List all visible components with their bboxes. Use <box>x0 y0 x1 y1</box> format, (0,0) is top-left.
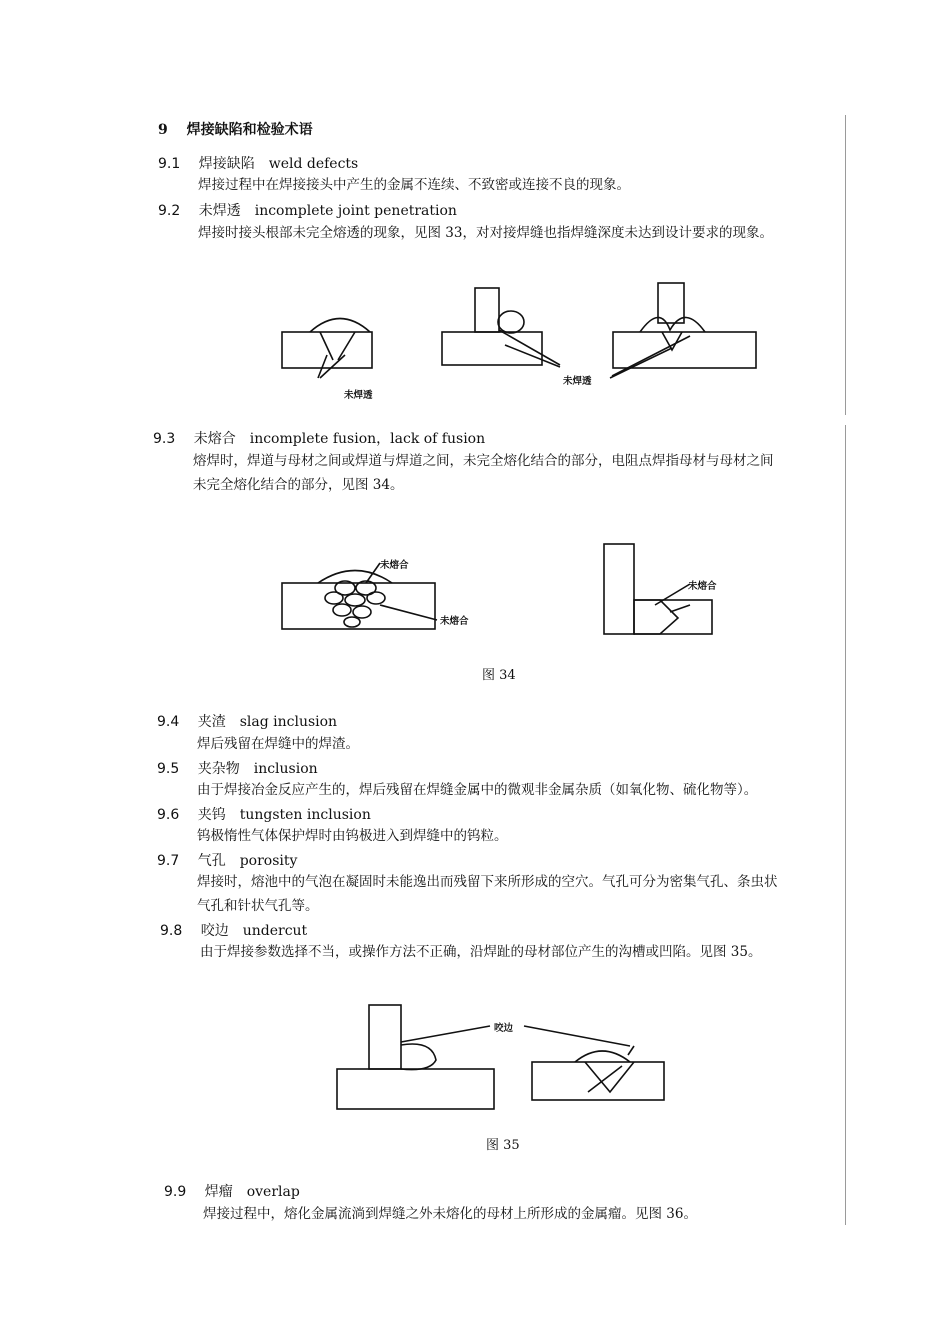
definition-9-8: 由于焊接参数选择不当，或操作方法不正确，沿焊趾的母材部位产生的沟槽或凹陷。见图 35。 <box>200 944 762 960</box>
term-9-6: 9.6 夹钨 tungsten inclusion <box>157 807 371 823</box>
figure-35-caption: 图 35 <box>486 1138 520 1153</box>
fig33-label-left: 未焊透 <box>344 390 373 401</box>
definition-9-7-line2: 气孔和针状气孔等。 <box>197 898 319 914</box>
definition-9-9: 焊接过程中，熔化金属流淌到焊缝之外未熔化的母材上所形成的金属瘤。见图 36。 <box>203 1206 697 1222</box>
definition-9-7-line1: 焊接时，熔池中的气泡在凝固时未能逸出而残留下来所形成的空穴。气孔可分为密集气孔、条虫状 <box>197 874 778 890</box>
fig34-label-right: 未熔合 <box>440 616 469 627</box>
fig33-label-right: 未焊透 <box>563 376 592 387</box>
definition-9-3-line2: 未完全熔化结合的部分，见图 34。 <box>193 477 404 493</box>
term-9-2: 9.2 未焊透 incomplete joint penetration <box>158 203 457 219</box>
section-number: 9 <box>158 122 168 138</box>
fig34-label-tjoint: 未熔合 <box>688 581 717 592</box>
fig35-label: 咬边 <box>494 1023 514 1034</box>
term-9-5: 9.5 夹杂物 inclusion <box>157 761 318 777</box>
definition-9-3-line1: 熔焊时，焊道与母材之间或焊道与焊道之间，未完全熔化结合的部分，电阻点焊指母材与母材之间 <box>193 453 774 469</box>
section-title: 焊接缺陷和检验术语 <box>186 122 313 138</box>
term-9-9: 9.9 焊瘤 overlap <box>164 1184 300 1200</box>
definition-9-6: 钨极惰性气体保护焊时由钨极进入到焊缝中的钨粒。 <box>197 828 508 844</box>
fig34-label-top: 未熔合 <box>380 560 409 571</box>
term-9-4: 9.4 夹渣 slag inclusion <box>157 714 338 730</box>
definition-9-5: 由于焊接冶金反应产生的，焊后残留在焊缝金属中的微观非金属杂质（如氧化物、硫化物等）。 <box>197 782 758 798</box>
figure-34-caption: 图 34 <box>482 668 516 683</box>
definition-9-4: 焊后残留在焊缝中的焊渣。 <box>197 736 359 752</box>
definition-9-2: 焊接时接头根部未完全熔透的现象，见图 33，对对接焊缝也指焊缝深度未达到设计要求的现象。 <box>198 225 773 241</box>
term-9-8: 9.8 咬边 undercut <box>160 923 308 939</box>
term-9-1: 9.1 焊接缺陷 weld defects <box>158 156 359 172</box>
term-9-3: 9.3 未熔合 incomplete fusion，lack of fusion <box>153 431 486 447</box>
term-9-7: 9.7 气孔 porosity <box>157 853 298 869</box>
definition-9-1: 焊接过程中在焊接接头中产生的金属不连续、不致密或连接不良的现象。 <box>198 177 630 193</box>
